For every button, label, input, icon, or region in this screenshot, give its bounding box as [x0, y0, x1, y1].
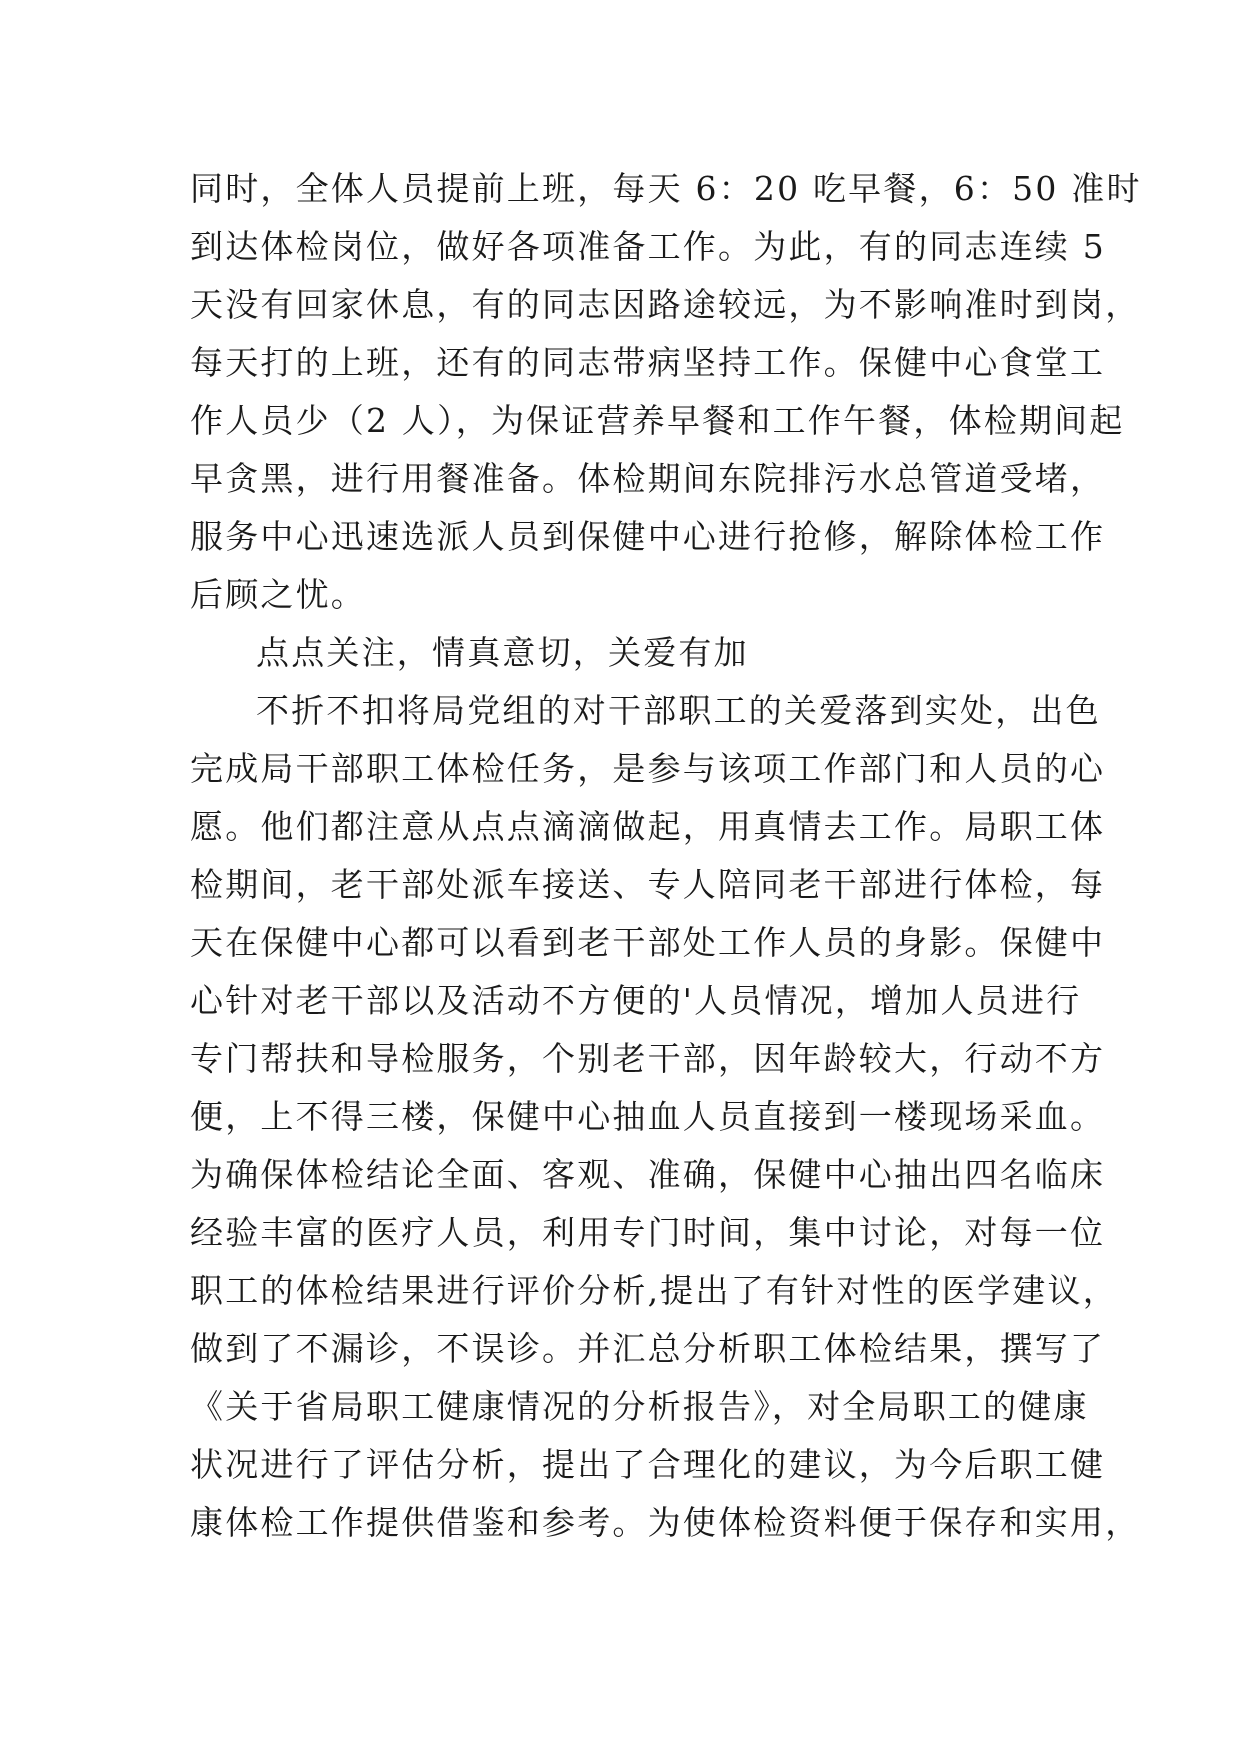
text-line: 做到了不漏诊，不误诊。并汇总分析职工体检结果，撰写了	[190, 1329, 1106, 1368]
text-line: 检期间，老干部处派车接送、专人陪同老干部进行体检，每	[190, 865, 1106, 904]
text-line: 状况进行了评估分析，提出了合理化的建议，为今后职工健	[190, 1445, 1106, 1484]
text-line: 天没有回家休息，有的同志因路途较远，为不影响准时到岗，	[190, 285, 1141, 324]
text-line: 为确保体检结论全面、客观、准确，保健中心抽出四名临床	[190, 1155, 1106, 1194]
text-line: 专门帮扶和导检服务，个别老干部，因年龄较大，行动不方	[190, 1039, 1106, 1078]
text-line: 完成局干部职工体检任务，是参与该项工作部门和人员的心	[190, 749, 1106, 788]
text-line: 经验丰富的医疗人员，利用专门时间，集中讨论，对每一位	[190, 1213, 1106, 1252]
text-line: 每天打的上班，还有的同志带病坚持工作。保健中心食堂工	[190, 343, 1106, 382]
text-line: 康体检工作提供借鉴和参考。为使体检资料便于保存和实用，	[190, 1503, 1141, 1542]
text-line: 天在保健中心都可以看到老干部处工作人员的身影。保健中	[190, 923, 1106, 962]
text-line: 到达体检岗位，做好各项准备工作。为此，有的同志连续 5	[190, 227, 1106, 266]
text-line: 心针对老干部以及活动不方便的'人员情况，增加人员进行	[190, 981, 1082, 1020]
paragraph-start: 不折不扣将局党组的对干部职工的关爱落到实处，出色	[256, 691, 1101, 730]
body-text	[190, 160, 1142, 1552]
text-line: 同时，全体人员提前上班，每天 6：20 吃早餐，6：50 准时	[190, 169, 1142, 208]
text-line: 便，上不得三楼，保健中心抽血人员直接到一楼现场采血。	[190, 1097, 1106, 1136]
text-line: 职工的体检结果进行评价分析,提出了有针对性的医学建议，	[190, 1271, 1118, 1310]
text-line: 愿。他们都注意从点点滴滴做起，用真情去工作。局职工体	[190, 807, 1106, 846]
section-heading: 点点关注，情真意切，关爱有加	[256, 633, 749, 672]
text-line: 《关于省局职工健康情况的分析报告》，对全局职工的健康	[190, 1387, 1089, 1426]
text-line: 早贪黑，进行用餐准备。体检期间东院排污水总管道受堵，	[190, 459, 1106, 498]
text-line: 后顾之忧。	[190, 575, 366, 614]
text-line: 作人员少（2 人），为保证营养早餐和工作午餐，体检期间起	[190, 401, 1125, 440]
text-line: 服务中心迅速选派人员到保健中心进行抢修，解除体检工作	[190, 517, 1106, 556]
